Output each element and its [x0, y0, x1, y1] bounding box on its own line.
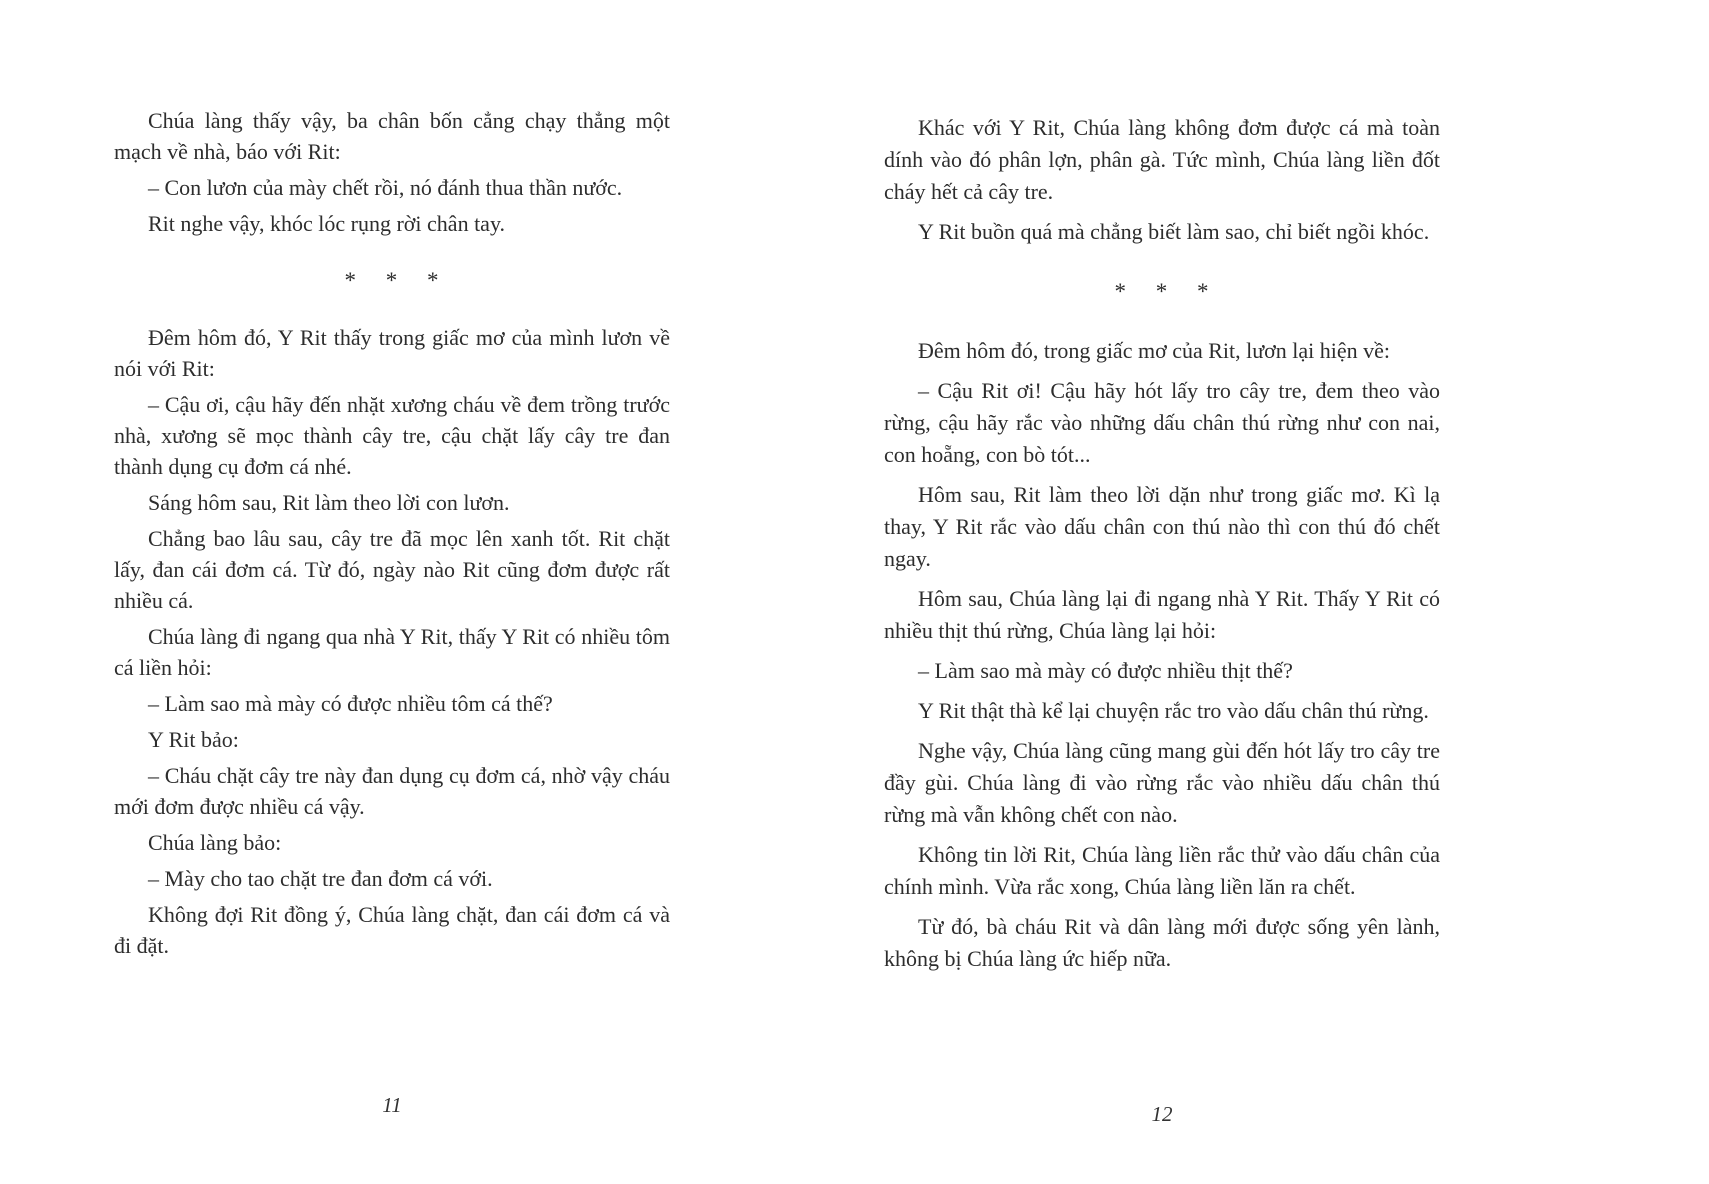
paragraph: – Con lươn của mày chết rồi, nó đánh thua thần nước. — [148, 175, 623, 200]
paragraph: Hôm sau, Rit làm theo lời dặn như trong giấc mơ. Kì lạ thay, Y Rit rắc vào dấu chân con thú nào thì con thú đó chết ngay. — [884, 482, 1440, 571]
page-left-text — [114, 105, 670, 961]
paragraph: Chúa làng thấy vậy, ba chân bốn cẳng chạy thẳng một mạch về nhà, báo với Rit: — [114, 108, 670, 164]
paragraph: Khác với Y Rit, Chúa làng không đơm được cá mà toàn dính vào đó phân lợn, phân gà. Tức mình, Chúa làng liền đốt cháy hết cả cây tre. — [884, 115, 1440, 204]
page-left — [114, 105, 670, 1165]
page-right-text — [884, 112, 1440, 975]
page-right-number: 12 — [1151, 1102, 1173, 1126]
paragraph: – Làm sao mà mày có được nhiều tôm cá thế? — [148, 691, 553, 716]
paragraph: Không tin lời Rit, Chúa làng liền rắc thử vào dấu chân của chính mình. Vừa rắc xong, Chúa làng liền lăn ra chết. — [884, 842, 1440, 899]
paragraph: Rit nghe vậy, khóc lóc rụng rời chân tay. — [148, 211, 506, 236]
paragraph: Chúa làng đi ngang qua nhà Y Rit, thấy Y Rit có nhiều tôm cá liền hỏi: — [114, 624, 670, 680]
paragraph: Đêm hôm đó, trong giấc mơ của Rit, lươn lại hiện về: — [918, 338, 1391, 363]
paragraph: Y Rit thật thà kể lại chuyện rắc tro vào dấu chân thú rừng. — [918, 698, 1429, 723]
section-separator: * * * — [1114, 279, 1210, 304]
paragraph: – Cháu chặt cây tre này đan dụng cụ đơm cá, nhờ vậy cháu mới đơm được nhiều cá vậy. — [114, 763, 670, 819]
paragraph: Y Rit bảo: — [148, 727, 239, 752]
page-left-number: 11 — [382, 1093, 402, 1117]
paragraph: Chúa làng bảo: — [148, 830, 282, 855]
paragraph: Không đợi Rit đồng ý, Chúa làng chặt, đan cái đơm cá và đi đặt. — [114, 902, 670, 958]
paragraph: Đêm hôm đó, Y Rit thấy trong giấc mơ của mình lươn về nói với Rit: — [114, 325, 670, 381]
paragraph: – Làm sao mà mày có được nhiều thịt thế? — [918, 658, 1293, 683]
paragraph: Từ đó, bà cháu Rit và dân làng mới được sống yên lành, không bị Chúa làng ức hiếp nữa. — [884, 914, 1440, 971]
paragraph: Sáng hôm sau, Rit làm theo lời con lươn. — [148, 490, 510, 515]
page-right — [884, 112, 1440, 1172]
paragraph: Nghe vậy, Chúa làng cũng mang gùi đến hót lấy tro cây tre đầy gùi. Chúa làng đi vào rừng rắc vào nhiều dấu chân thú rừng mà vẫn không chết con nào. — [884, 738, 1440, 827]
paragraph: – Cậu ơi, cậu hãy đến nhặt xương cháu về đem trồng trước nhà, xương sẽ mọc thành cây tre, cậu chặt lấy cây tre đan thành dụng cụ đơm cá nhé. — [114, 392, 670, 479]
paragraph: Chẳng bao lâu sau, cây tre đã mọc lên xanh tốt. Rit chặt lấy, đan cái đơm cá. Từ đó, ngày nào Rit cũng đơm được rất nhiều cá. — [114, 526, 670, 613]
paragraph: Hôm sau, Chúa làng lại đi ngang nhà Y Rit. Thấy Y Rit có nhiều thịt thú rừng, Chúa làng lại hỏi: — [884, 586, 1440, 643]
section-separator: * * * — [344, 268, 440, 293]
paragraph: – Cậu Rit ơi! Cậu hãy hót lấy tro cây tre, đem theo vào rừng, cậu hãy rắc vào những dấu chân thú rừng như con nai, con hoẵng, con bò tót... — [884, 378, 1440, 467]
paragraph: – Mày cho tao chặt tre đan đơm cá với. — [148, 866, 493, 891]
paragraph: Y Rit buồn quá mà chẳng biết làm sao, chỉ biết ngồi khóc. — [918, 219, 1430, 244]
